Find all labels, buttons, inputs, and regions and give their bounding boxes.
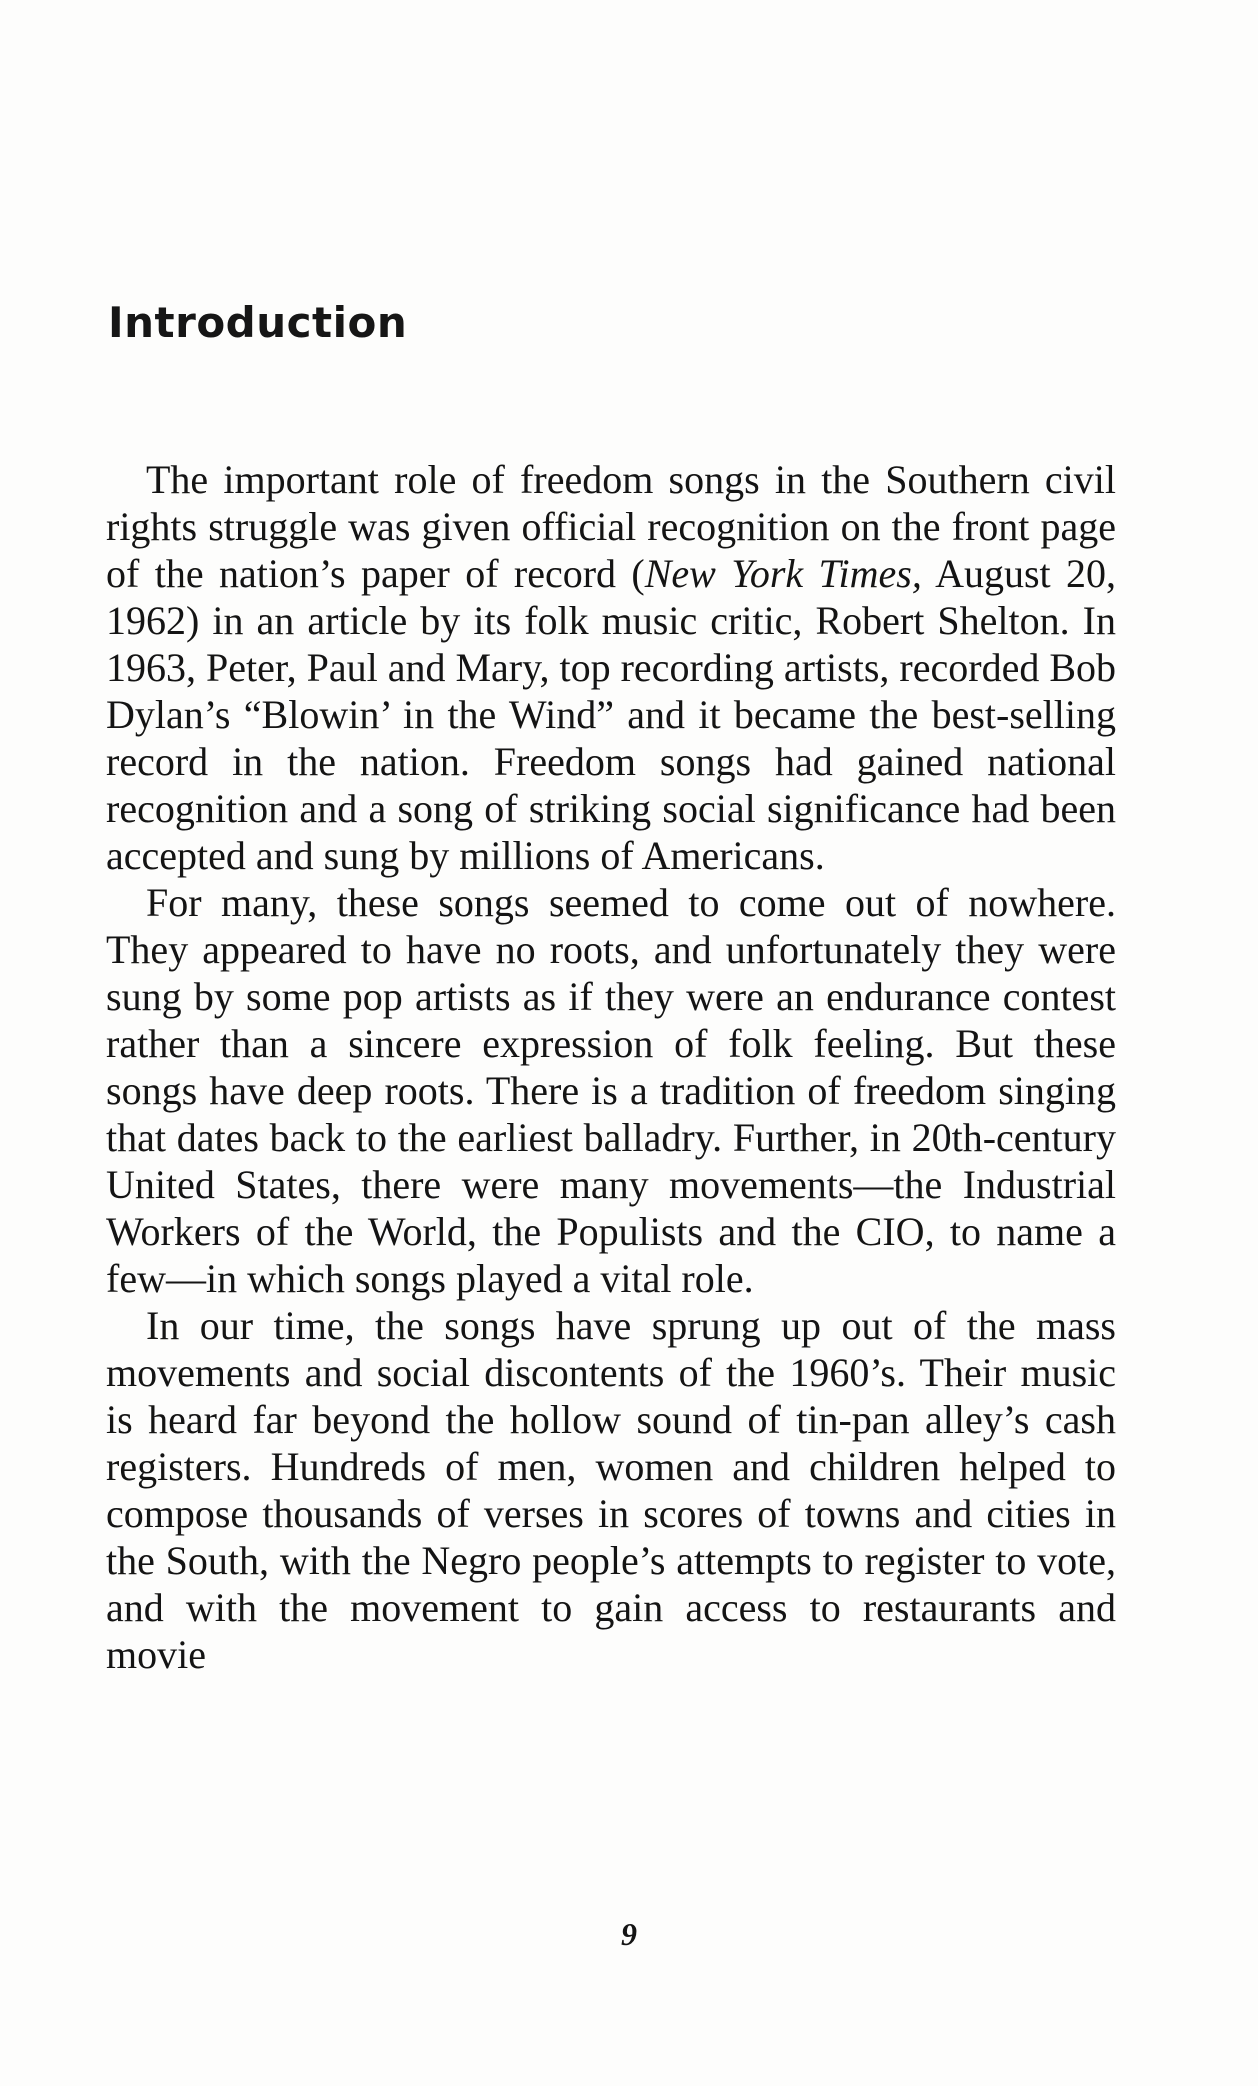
text-run: For many, these songs seemed to come out of nowhere. They appeared to have no roots, and unfortunately they were sung by some pop artists as if they were an endurance contest rather than a sincere expression of folk feeling. But these songs have deep roots. There is a tradition of freedom singing that dates back to the earliest balladry. Further, in 20th-century United States, there were many movements—the Industrial Workers of the World, the Populists and the CIO, to name a few—in which songs played a vital role. — [106, 880, 1116, 1301]
text-run: August 20, 1962) in an article by its folk music critic, Robert Shelton. In 1963, Peter, Paul and Mary, top recording artists, recorded Bob Dylan’s “Blowin’ in the Wind” and it became the best-selling record in the nation. Freedom songs had gained national recognition and a song of striking social significance had been accepted and sung by millions of Americans. — [106, 551, 1117, 878]
paragraph-2 — [106, 879, 1116, 1302]
paragraph-3 — [106, 1302, 1116, 1678]
italic-run: New York Times, — [644, 551, 922, 596]
page-number: 9 — [621, 1916, 637, 1952]
text-run: In our time, the songs have sprung up out of the mass movements and social discontents of the 1960’s. Their music is heard far beyond the hollow sound of tin-pan alley’s cash registers. Hundreds of men, women and children helped to compose thousands of verses in scores of towns and cities in the South, with the Negro people’s attempts to register to vote, and with the movement to gain access to restaurants and movie — [106, 1303, 1116, 1677]
chapter-heading: Introduction — [108, 298, 408, 347]
text-run: The important role of freedom songs in the Southern civil rights struggle was given official recognition on the front page of the nation’s paper of record ( — [106, 457, 1116, 596]
paragraph-1 — [106, 456, 1116, 879]
body-text — [106, 456, 1116, 1678]
